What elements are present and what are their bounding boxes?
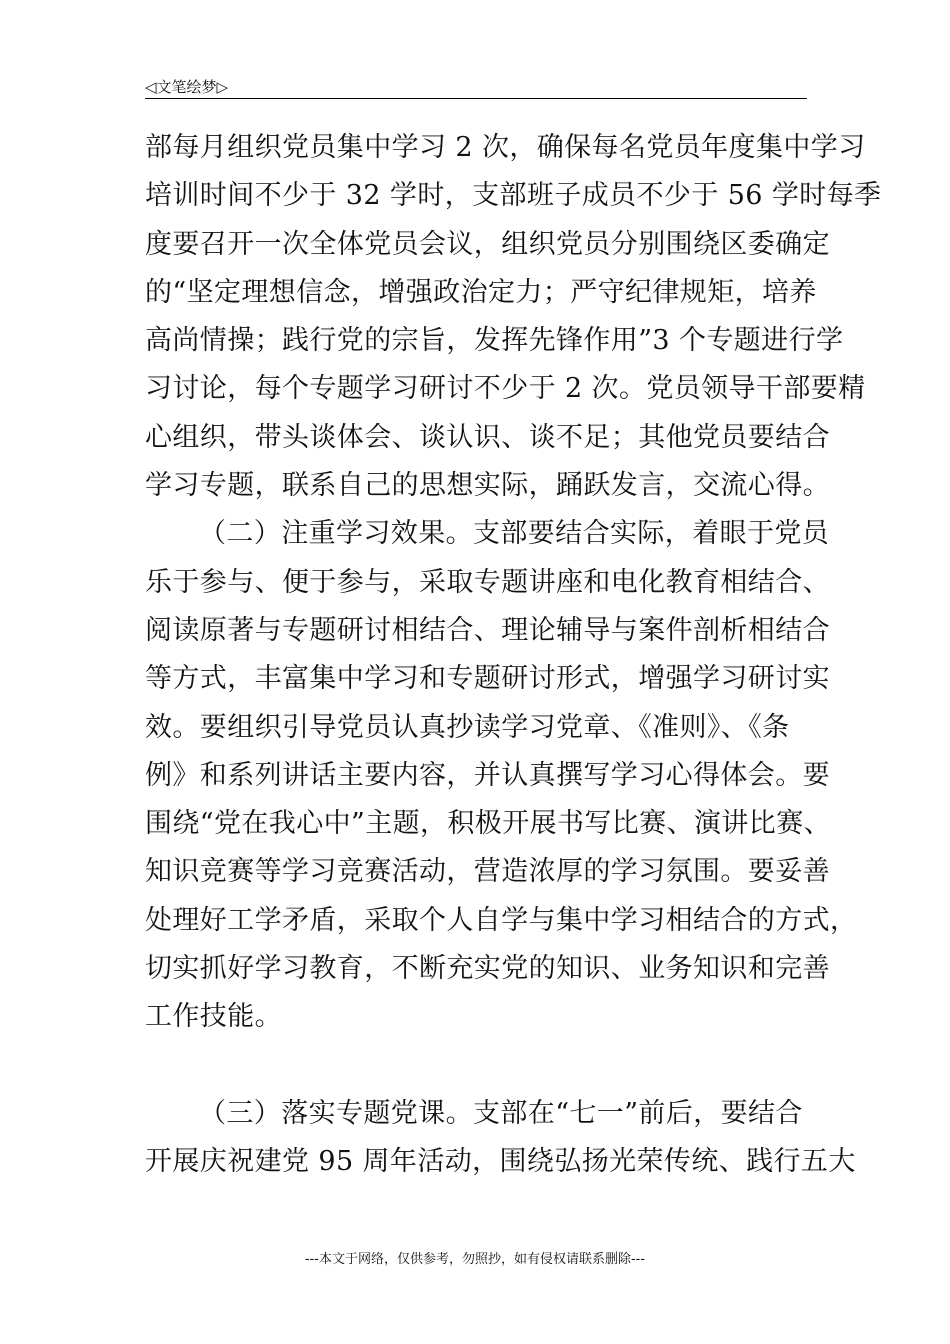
text-line: （二）注重学习效果。支部要结合实际，着眼于党员 <box>199 518 830 550</box>
text-line: 效。要组织引导党员认真抄读学习党章、《准则》、《条 <box>145 711 790 743</box>
text-line: 乐于参与、便于参与，采取专题讲座和电化教育相结合、 <box>145 566 830 598</box>
text-line: 知识竞赛等学习竞赛活动，营造浓厚的学习氛围。要妥善 <box>145 856 830 888</box>
text-line: 处理好工学矛盾，采取个人自学与集中学习相结合的方式， <box>145 904 858 936</box>
text-line: 学习专题，联系自己的思想实际，踊跃发言，交流心得。 <box>145 470 830 502</box>
text-line: 阅读原著与专题研讨相结合、理论辅导与案件剖析相结合 <box>145 614 830 646</box>
page-footer: ---本文于网络，仅供参考，勿照抄，如有侵权请联系删除--- <box>304 1252 646 1267</box>
text-line: 高尚情操；践行党的宗旨，发挥先锋作用”3 个专题进行学 <box>145 325 844 357</box>
paragraph-1 <box>145 124 882 510</box>
text-line: 工作技能。 <box>145 1001 282 1033</box>
paragraph-gap <box>145 1042 809 1090</box>
text-line: 心组织，带头谈体会、谈认识、谈不足；其他党员要结合 <box>145 421 830 453</box>
text-line: 切实抓好学习教育，不断充实党的知识、业务知识和完善 <box>145 953 830 985</box>
header-title: ◁文笔绘梦▷ <box>145 78 229 96</box>
text-line: （三）落实专题党课。支部在“七一”前后，要结合 <box>199 1097 803 1129</box>
text-line: 度要召开一次全体党员会议，组织党员分别围绕区委确定 <box>145 228 830 260</box>
text-line: 围绕“党在我心中”主题，积极开展书写比赛、演讲比赛、 <box>145 808 832 840</box>
text-line: 部每月组织党员集中学习 2 次，确保每名党员年度集中学习 <box>145 132 866 163</box>
paragraph-3 <box>145 1090 856 1187</box>
text-line: 习讨论，每个专题学习研讨不少于 2 次。党员领导干部要精 <box>145 373 866 405</box>
document-body <box>145 124 882 1186</box>
text-line: 的“坚定理想信念，增强政治定力；严守纪律规矩，培养 <box>145 276 817 308</box>
page-header <box>145 74 807 99</box>
text-line: 等方式，丰富集中学习和专题研讨形式，增强学习研讨实 <box>145 663 830 695</box>
text-line: 例》和系列讲话主要内容，并认真撰写学习心得体会。要 <box>145 759 830 791</box>
text-line: 培训时间不少于 32 学时，支部班子成员不少于 56 学时每季 <box>145 180 882 212</box>
text-line: 开展庆祝建党 95 周年活动，围绕弘扬光荣传统、践行五大 <box>145 1145 856 1177</box>
paragraph-2 <box>145 510 858 1041</box>
